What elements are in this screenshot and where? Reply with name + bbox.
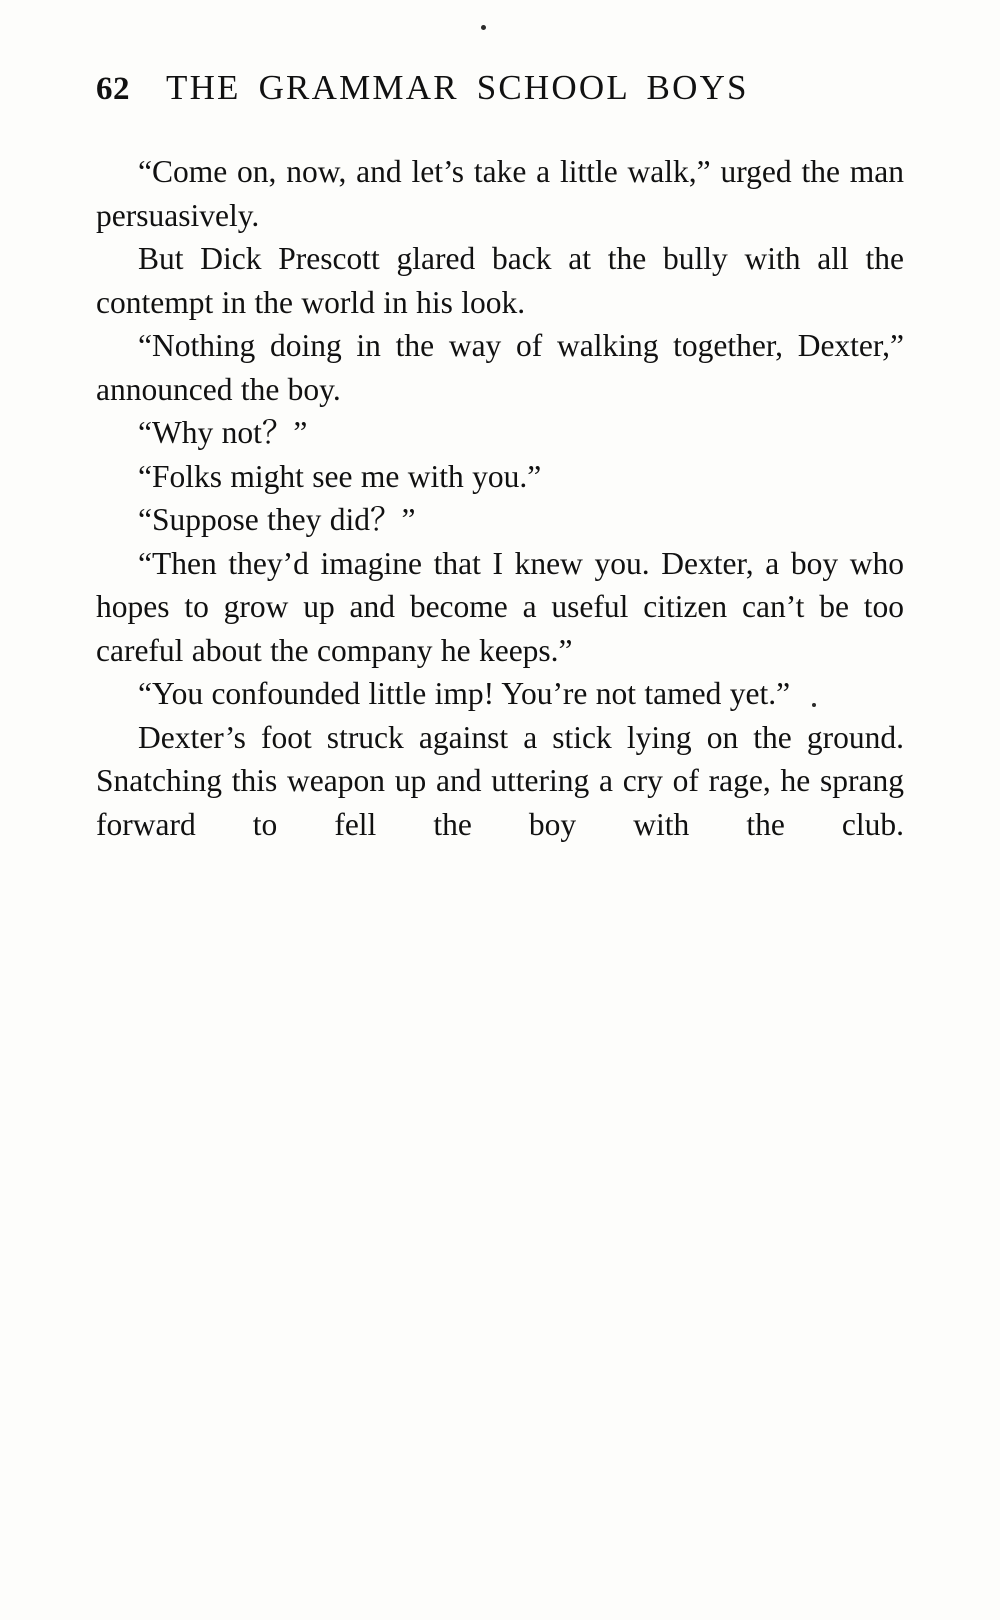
- page-header: [96, 68, 906, 108]
- paragraph: “Suppose they did？”: [138, 502, 416, 537]
- paragraph: But Dick Prescott glared back at the bully with all the contempt in the world in his look.: [96, 241, 904, 320]
- paragraph: Dexter’s foot struck against a stick lying on the ground. Snatching this weapon up and uttering a cry of rage, he sprang forward to fell the boy with the club.: [96, 719, 904, 842]
- paragraph: “Come on, now, and let’s take a little walk,” urged the man persuasively.: [96, 154, 904, 233]
- paragraph: “You confounded little imp! You’re not tamed yet.”: [138, 676, 791, 711]
- page-body: [96, 150, 904, 890]
- running-head: THE GRAMMAR SCHOOL BOYS: [166, 68, 749, 107]
- paragraph: “Why not？”: [138, 415, 308, 450]
- paragraph: “Nothing doing in the way of walking together, Dexter,” announced the boy.: [96, 328, 904, 407]
- paragraph: “Folks might see me with you.”: [138, 458, 542, 494]
- page-number: 62: [96, 71, 130, 107]
- paragraph: “Then they’d imagine that I knew you. Dexter, a boy who hopes to grow up and become a useful citizen can’t be too careful about the company he keeps.”: [96, 545, 904, 668]
- ink-speck-top: [481, 25, 486, 30]
